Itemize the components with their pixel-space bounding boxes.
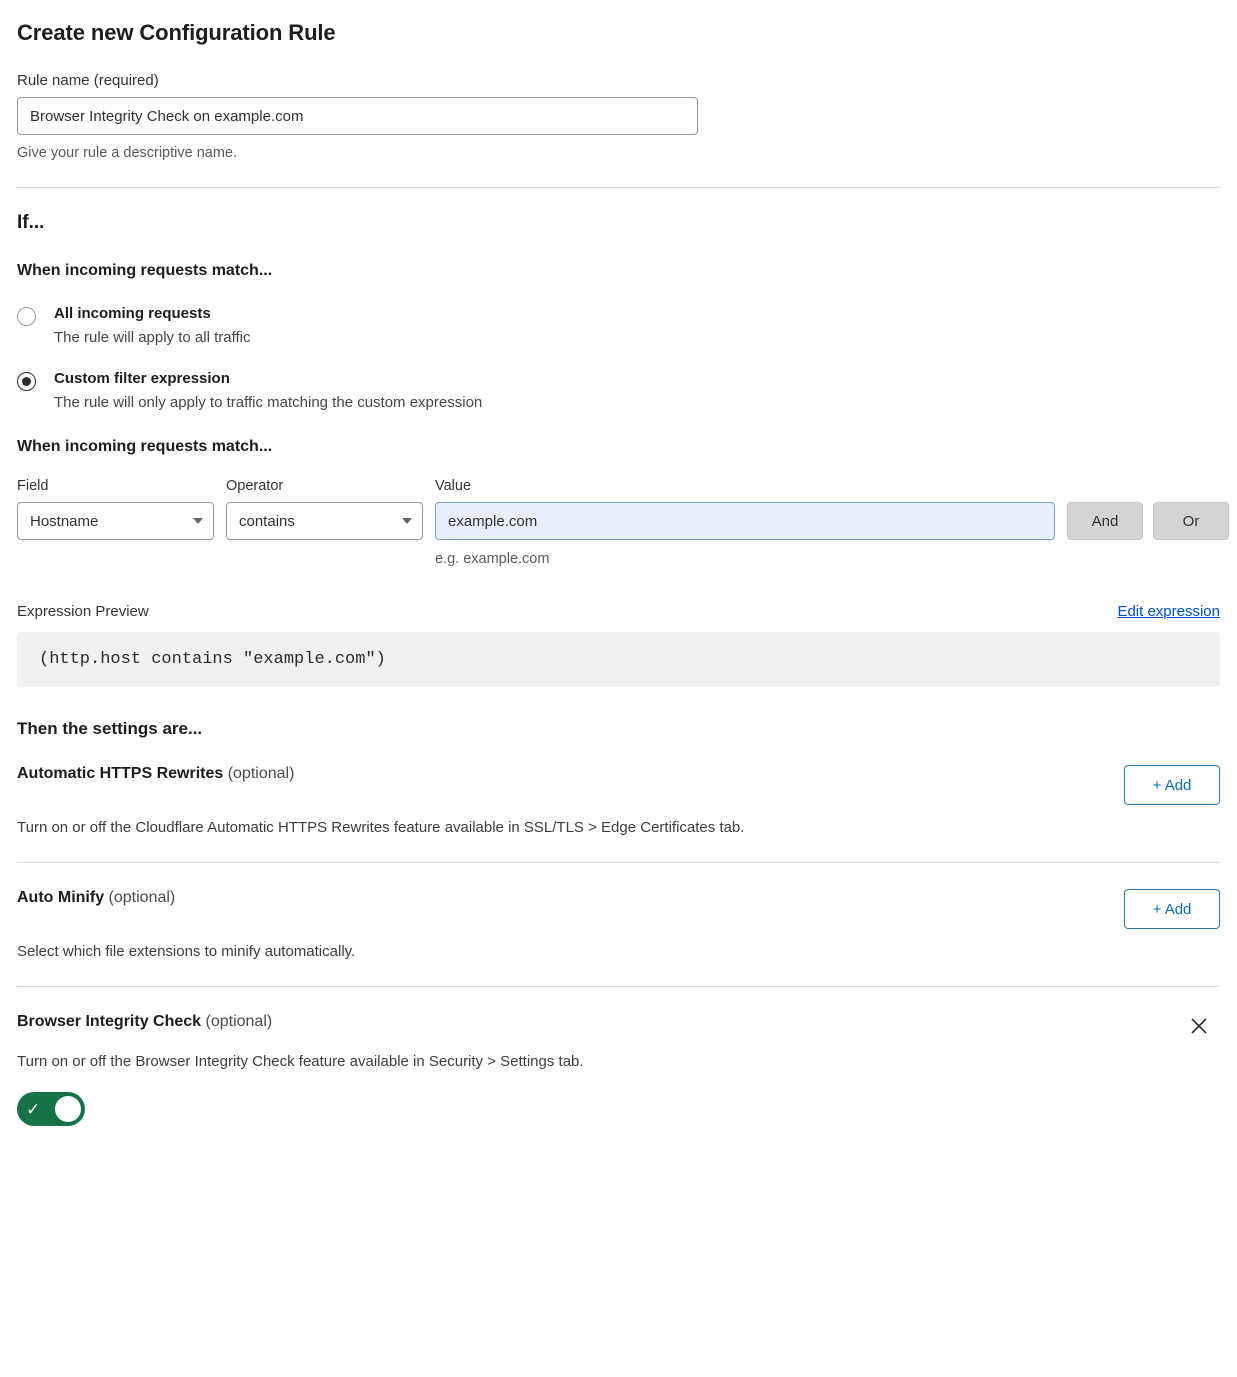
- setting-desc-browser-integrity-check: Turn on or off the Browser Integrity Check feature available in Security > Settings tab.: [17, 1053, 584, 1070]
- expression-preview-box: (http.host contains "example.com"): [17, 632, 1220, 687]
- check-icon: ✓: [26, 1099, 41, 1119]
- value-label: Value: [435, 478, 472, 494]
- operator-select[interactable]: [226, 502, 423, 540]
- value-column: [435, 478, 1055, 567]
- setting-optional-text: (optional): [104, 889, 176, 906]
- radio-title-all-incoming-requests: All incoming requests: [54, 305, 211, 322]
- operator-select-value: contains: [239, 512, 295, 530]
- setting-name-automatic-https-rewrites: [17, 765, 294, 783]
- expression-preview-label: Expression Preview: [17, 603, 149, 620]
- field-column: [17, 478, 214, 540]
- setting-desc-automatic-https-rewrites: Turn on or off the Cloudflare Automatic HTTPS Rewrites feature available in SSL/TLS > Edge Certificates tab.: [17, 819, 745, 836]
- divider-top: [17, 187, 1220, 188]
- field-label: Field: [17, 478, 49, 494]
- radio-option-all-incoming-requests[interactable]: [17, 306, 1220, 345]
- and-button-wrap: [1067, 478, 1143, 540]
- rule-name-help: Give your rule a descriptive name.: [17, 145, 238, 161]
- radio-icon-all-incoming-requests[interactable]: [17, 307, 36, 326]
- value-input[interactable]: example.com: [435, 502, 1055, 540]
- page-title: Create new Configuration Rule: [17, 20, 336, 45]
- radio-icon-custom-filter-expression[interactable]: [17, 372, 36, 391]
- match-heading: When incoming requests match...: [17, 262, 273, 279]
- radio-title-custom-filter-expression: Custom filter expression: [54, 370, 230, 387]
- setting-optional-text: (optional): [201, 1013, 273, 1030]
- chevron-down-icon: [193, 518, 203, 524]
- filter-builder-heading: When incoming requests match...: [17, 438, 273, 455]
- add-button-auto-minify[interactable]: + Add: [1124, 889, 1220, 929]
- setting-browser-integrity-check: [17, 986, 1220, 1152]
- setting-desc-auto-minify: Select which file extensions to minify automatically.: [17, 943, 356, 960]
- then-section-title: Then the settings are...: [17, 719, 203, 738]
- setting-automatic-https-rewrites: [17, 739, 1220, 862]
- setting-title-text: Browser Integrity Check: [17, 1013, 202, 1030]
- add-button-automatic-https-rewrites[interactable]: + Add: [1124, 765, 1220, 805]
- setting-name-browser-integrity-check: [17, 1013, 272, 1031]
- setting-title-text: Auto Minify: [17, 889, 105, 906]
- edit-expression-link[interactable]: Edit expression: [1117, 603, 1220, 620]
- rule-name-group: [17, 72, 1220, 161]
- and-button[interactable]: And: [1067, 502, 1143, 540]
- toggle-browser-integrity-check[interactable]: [17, 1092, 85, 1126]
- chevron-down-icon: [402, 518, 412, 524]
- or-button[interactable]: Or: [1153, 502, 1229, 540]
- setting-optional-text: (optional): [223, 765, 295, 782]
- radio-desc-custom-filter-expression: The rule will only apply to traffic matching the custom expression: [54, 394, 483, 411]
- operator-column: [226, 478, 423, 540]
- or-button-wrap: [1153, 478, 1229, 540]
- setting-auto-minify: [17, 862, 1220, 986]
- field-select[interactable]: [17, 502, 214, 540]
- rule-name-input[interactable]: Browser Integrity Check on example.com: [17, 97, 698, 135]
- radio-option-custom-filter-expression[interactable]: [17, 371, 1220, 410]
- operator-label: Operator: [226, 478, 284, 494]
- expression-preview-header: [17, 603, 1220, 620]
- if-section-title: If...: [17, 212, 45, 233]
- toggle-knob: [55, 1096, 81, 1122]
- filter-builder-row: [17, 478, 1220, 567]
- radio-desc-all-incoming-requests: The rule will apply to all traffic: [54, 329, 251, 346]
- field-select-value: Hostname: [30, 512, 99, 530]
- close-icon[interactable]: [1186, 1013, 1212, 1039]
- rule-name-label: Rule name (required): [17, 72, 159, 89]
- setting-title-text: Automatic HTTPS Rewrites: [17, 765, 224, 782]
- value-help: e.g. example.com: [435, 551, 550, 567]
- setting-name-auto-minify: [17, 889, 175, 907]
